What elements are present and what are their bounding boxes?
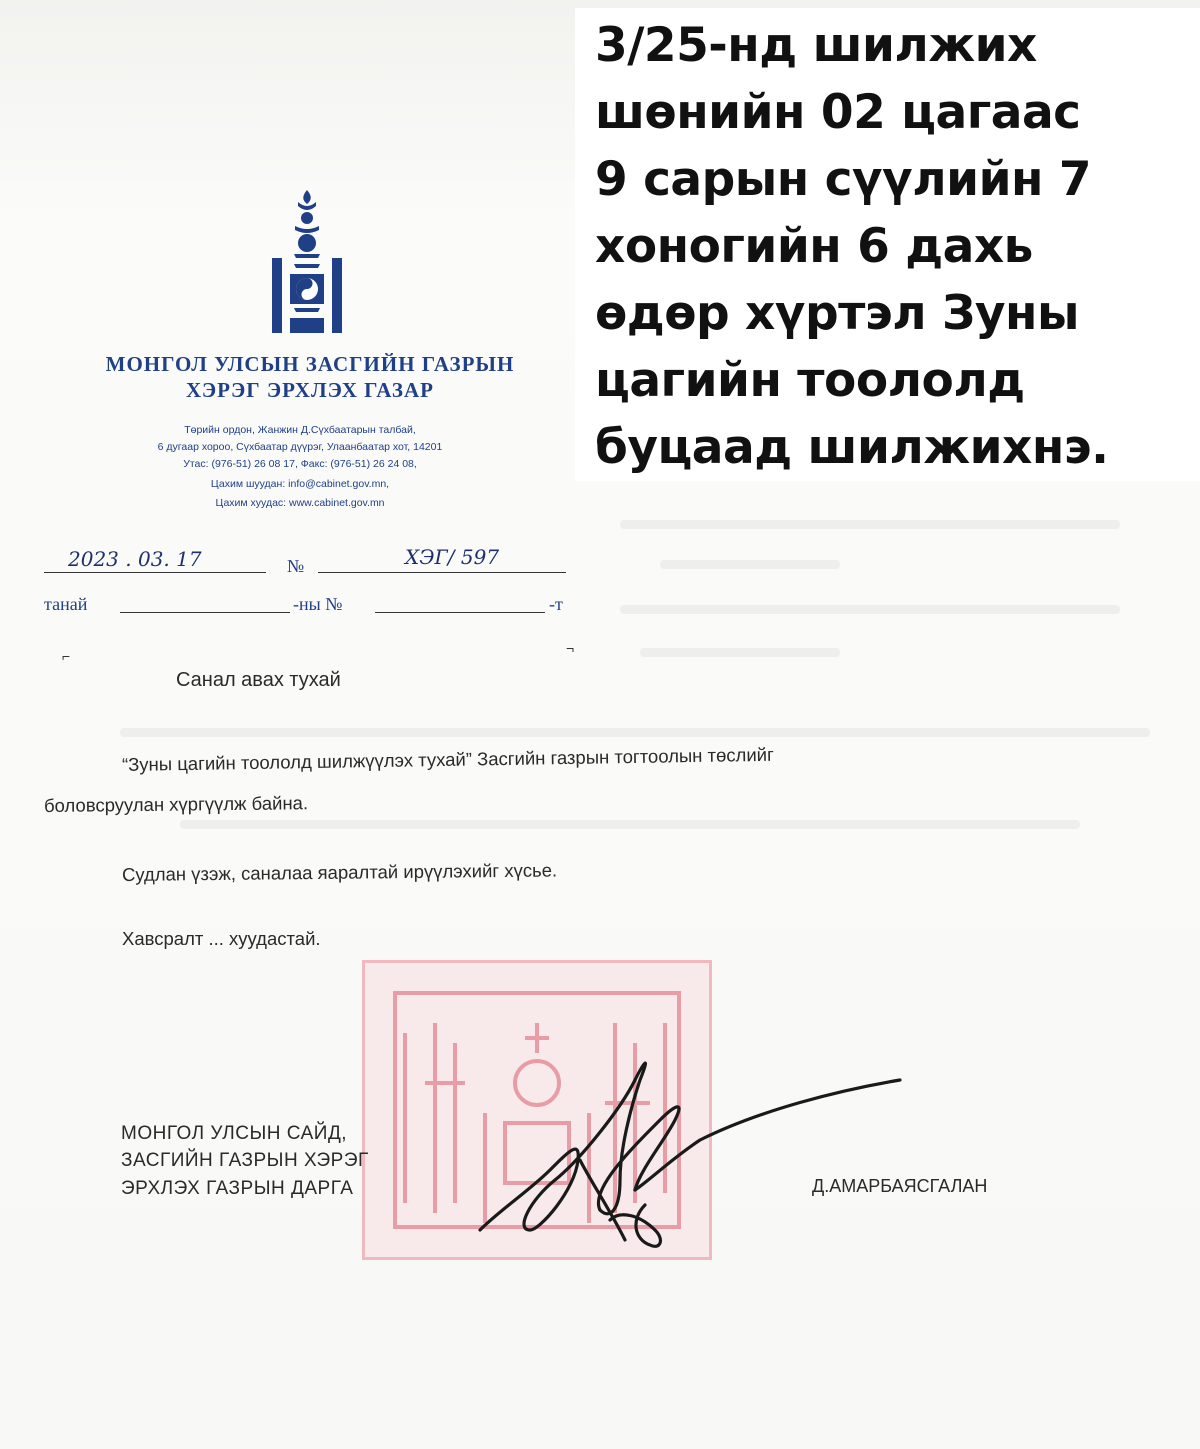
handwritten-date: 2023 . 03. 17: [68, 547, 202, 571]
yours-number-label: -ны №: [293, 594, 343, 614]
signatory-title-line-3: ЭРХЛЭХ ГАЗРЫН ДАРГА: [121, 1178, 354, 1199]
headline-line-3: 9 сарын сүүлийн 7: [595, 152, 1092, 207]
document-subject: Санал авах тухай: [176, 669, 341, 691]
yours-number-underline: [375, 612, 545, 613]
paragraph-1-line-1: “Зуны цагийн тоололд шилжүүлэх тухай” Засгийн газрын тогтоолын төслийг: [121, 743, 774, 775]
yours-label: танай: [44, 594, 88, 614]
bleed-through-line: [620, 605, 1120, 614]
bleed-through-line: [640, 648, 840, 657]
signatory-title-line-1: МОНГОЛ УЛСЫН САЙД,: [121, 1123, 348, 1144]
headline-line-2: шөнийн 02 цагаас: [595, 85, 1081, 140]
state-emblem-icon: [262, 188, 352, 348]
bleed-through-line: [180, 820, 1080, 829]
number-underline: [318, 572, 566, 573]
number-symbol: №: [287, 556, 305, 576]
signatory-title-line-2: ЗАСГИЙН ГАЗРЫН ХЭРЭГ: [121, 1150, 369, 1171]
bleed-through-line: [620, 520, 1120, 529]
headline-line-7: буцаад шилжихнэ.: [595, 420, 1109, 475]
paragraph-1-line-2: боловсруулан хүргүүлж байна.: [43, 792, 309, 816]
bleed-through-line: [660, 560, 840, 569]
paragraph-2: Судлан үзэж, саналаа яаралтай ирүүлэхийг хүсье.: [121, 859, 558, 885]
paragraph-3: Хавсралт ... хуудастай.: [122, 928, 321, 949]
phone-fax-line: Утас: (976-51) 26 08 17, Факс: (976-51) 26 24 08,: [183, 458, 417, 470]
email-line: Цахим шуудан: info@cabinet.gov.mn,: [210, 478, 390, 490]
handwritten-reference-number: ХЭГ/ 597: [405, 545, 500, 569]
handwritten-signature: [460, 1040, 920, 1280]
yours-underline: [120, 612, 290, 613]
headline-overlay: [575, 8, 1200, 481]
corner-mark-right: ¬: [566, 640, 575, 656]
headline-line-5: өдөр хүртэл Зуны: [595, 286, 1080, 341]
yours-suffix: -т: [549, 594, 563, 614]
corner-mark-left: ⌐: [62, 648, 71, 664]
headline-line-4: хоногийн 6 дахь: [595, 219, 1033, 274]
signatory-name: Д.АМАРБАЯСГАЛАН: [812, 1176, 988, 1196]
date-underline: [44, 572, 266, 573]
headline-line-6: цагийн тоололд: [595, 353, 1025, 408]
org-name-line-1: МОНГОЛ УЛСЫН ЗАСГИЙН ГАЗРЫН: [105, 352, 515, 376]
org-name-line-2: ХЭРЭГ ЭРХЛЭХ ГАЗАР: [186, 378, 434, 402]
headline-line-1: 3/25-нд шилжих: [595, 18, 1037, 73]
bleed-through-line: [120, 728, 1150, 737]
address-line-1: Төрийн ордон, Жанжин Д.Сүхбаатарын талбай,: [184, 424, 416, 436]
website-line: Цахим хуудас: www.cabinet.gov.mn: [215, 497, 385, 509]
address-line-2: 6 дугаар хороо, Сүхбаатар дүүрэг, Улаанбаатар хот, 14201: [157, 441, 443, 453]
